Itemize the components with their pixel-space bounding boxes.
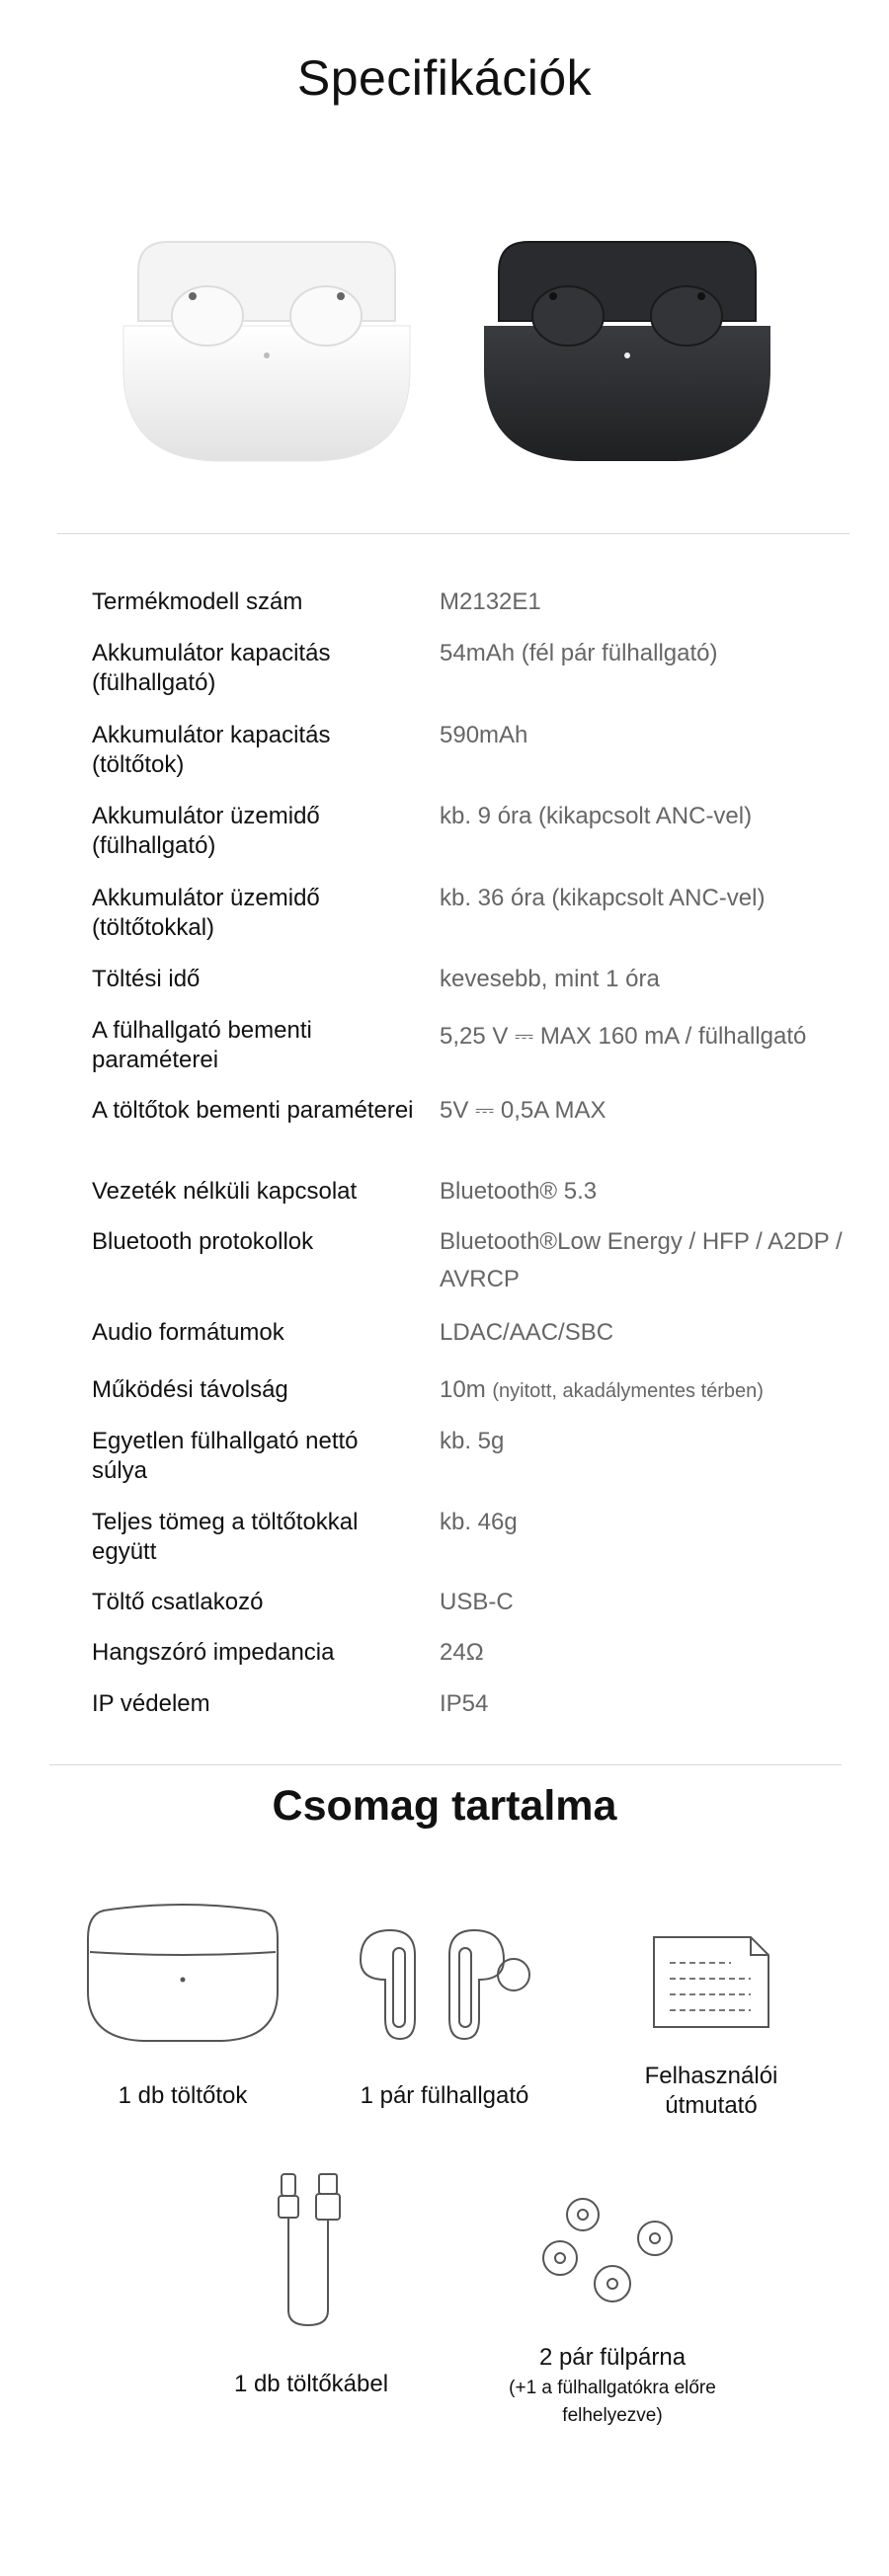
spec-label: Akkumulátor üzemidő (fülhallgató): [92, 803, 320, 859]
spec-value-note: (nyitott, akadálymentes térben): [492, 1380, 764, 1402]
spec-label: Termékmodell szám: [92, 588, 303, 615]
spec-value: kb. 36 óra (kikapcsolt ANC-vel): [440, 885, 766, 911]
package-item-ear-tips: [494, 2197, 731, 2454]
page-title: Specifikációk: [296, 50, 593, 106]
spec-value: 5,25 V ⎓ MAX 160 mA / fülhallgató: [440, 1023, 807, 1050]
spec-value: kb. 46g: [440, 1509, 518, 1535]
spec-label: Teljes tömeg a töltőtokkal együtt: [92, 1509, 359, 1565]
spec-label: Akkumulátor üzemidő (töltőtokkal): [92, 885, 320, 941]
spec-value-main: 10m: [440, 1376, 486, 1403]
ear-tips-icon: [538, 2197, 687, 2315]
package-item-label: 1 pár fülhallgató: [360, 2082, 529, 2109]
spec-label: Akkumulátor kapacitás (fülhallgató): [92, 640, 331, 696]
divider: [49, 1764, 842, 1765]
package-item-label: 1 db töltőtok: [118, 2082, 248, 2109]
spec-label: Egyetlen fülhallgató nettó súlya: [92, 1428, 359, 1484]
spec-value: IP54: [440, 1690, 489, 1717]
spec-label: Audio formátumok: [92, 1319, 284, 1346]
spec-label: A fülhallgató bementi paraméterei: [92, 1017, 312, 1073]
spec-label: Töltő csatlakozó: [92, 1589, 264, 1615]
spec-value: 5V ⎓ 0,5A MAX: [440, 1097, 606, 1124]
divider: [57, 533, 849, 534]
spec-value: kb. 5g: [440, 1428, 505, 1454]
spec-label: Bluetooth protokollok: [92, 1228, 314, 1255]
spec-label: Töltési idő: [92, 966, 201, 992]
spec-label: IP védelem: [92, 1690, 210, 1717]
spec-value: USB-C: [440, 1589, 514, 1615]
charging-case-icon: [84, 1901, 282, 2049]
spec-value: Bluetooth®Low Energy / HFP / A2DP / AVRCP: [440, 1228, 843, 1292]
spec-label: Akkumulátor kapacitás (töltőtok): [92, 722, 331, 778]
spec-value: 590mAh: [440, 722, 528, 748]
black-earbuds-case-image: [479, 232, 775, 469]
package-item-cable: [202, 2172, 420, 2409]
package-item-earbuds: [336, 1920, 553, 2138]
spec-value: 24Ω: [440, 1639, 484, 1666]
spec-label: Működési távolság: [92, 1376, 288, 1403]
spec-label: A töltőtok bementi paraméterei: [92, 1097, 414, 1124]
package-item-label: 1 db töltőkábel: [233, 2371, 389, 2397]
spec-value: kevesebb, mint 1 óra: [440, 966, 660, 992]
white-earbuds-case-image: [119, 232, 415, 469]
spec-value: 54mAh (fél pár fülhallgató): [440, 640, 718, 666]
package-item-note: (+1 a fülhallgatókra előre felhelyezve): [509, 2378, 716, 2426]
spec-value: kb. 9 óra (kikapcsolt ANC-vel): [440, 803, 753, 829]
usb-cable-icon: [262, 2172, 361, 2330]
package-item-label: 2 pár fülpárna: [538, 2344, 687, 2371]
spec-label: Vezeték nélküli kapcsolat: [92, 1178, 358, 1205]
spec-value: Bluetooth® 5.3: [440, 1178, 598, 1205]
package-item-label: Felhasználói útmutató: [644, 2063, 778, 2119]
spec-label: Hangszóró impedancia: [92, 1639, 335, 1666]
earbuds-icon: [336, 1920, 553, 2049]
package-item-manual: [632, 1935, 810, 2172]
spec-value: M2132E1: [440, 588, 541, 615]
manual-icon: [652, 1935, 770, 2029]
spec-value: [440, 1371, 874, 1410]
section-title: Csomag tartalma: [272, 1782, 617, 1830]
spec-value: LDAC/AAC/SBC: [440, 1319, 614, 1346]
package-item-charging-case: [79, 1901, 286, 2138]
